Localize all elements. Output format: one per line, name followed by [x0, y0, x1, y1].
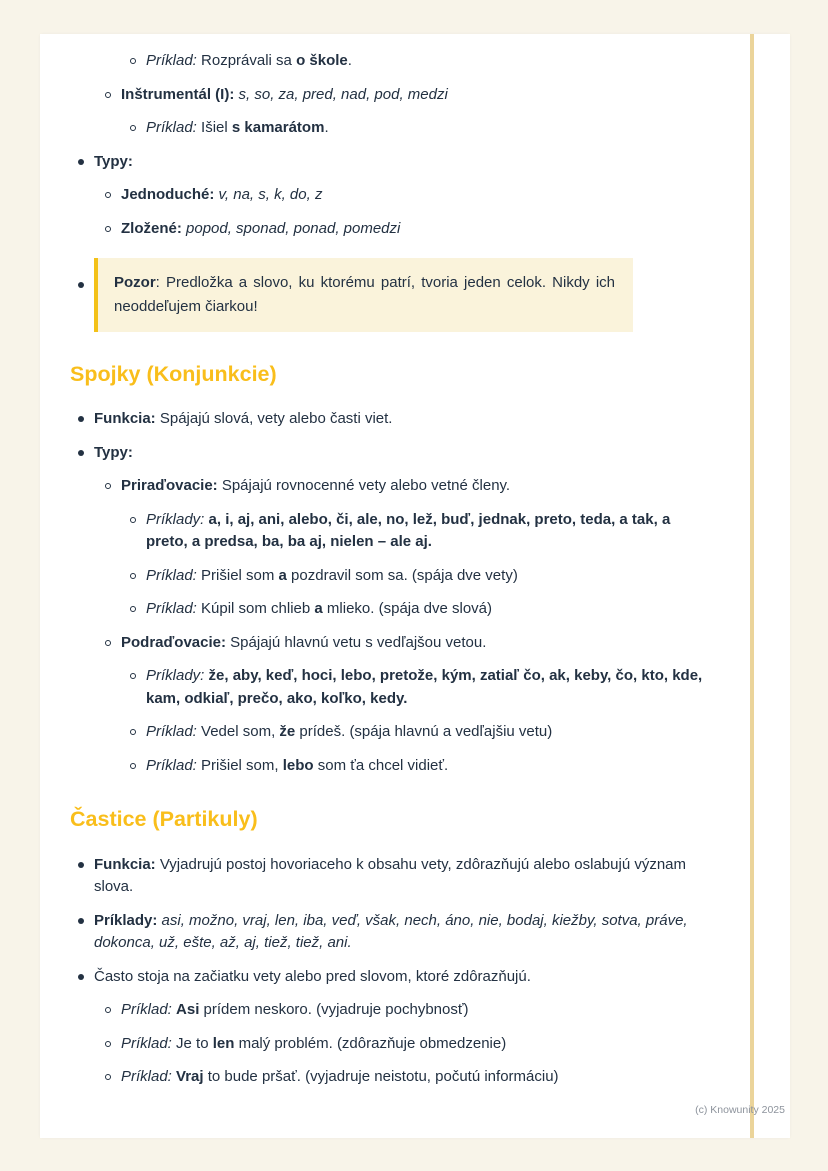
text-segment: Príklady: [94, 911, 158, 929]
list-item-text [94, 910, 716, 955]
bullet-circle-icon [130, 573, 136, 579]
list-item-text [146, 117, 716, 140]
list-item-text [121, 184, 716, 207]
text-segment: Príklad: [146, 566, 197, 584]
list-item-text [121, 632, 716, 655]
list-item-text [121, 218, 716, 241]
text-segment: Typy: [94, 152, 133, 170]
text-segment: Typy: [94, 443, 133, 461]
list-item [40, 258, 716, 332]
bullet-disc-icon [78, 862, 84, 868]
text-segment: a [314, 600, 323, 618]
bullet-circle-icon [105, 1074, 111, 1080]
list-item-text [146, 598, 716, 621]
list-item [40, 408, 716, 431]
list-item [40, 184, 716, 207]
list-item [40, 1033, 716, 1056]
text-segment: v, na, s, k, do, z [214, 186, 323, 203]
bullet-circle-icon [105, 226, 111, 232]
text-segment: Často stoja na začiatku vety alebo pred slovom, ktoré zdôrazňujú. [94, 967, 531, 985]
page-edge-line [750, 34, 754, 1138]
text-segment: Spájajú hlavnú vetu s vedľajšou vetou. [226, 633, 487, 651]
text-segment: Vyjadrujú postoj hovoriaceho k obsahu vety, zdôrazňujú alebo oslabujú význam slova. [94, 855, 687, 895]
list-item [40, 721, 716, 744]
bullet-circle-icon [105, 192, 111, 198]
bullet-disc-icon [78, 282, 84, 288]
text-segment: Príklad: [121, 1001, 172, 1018]
text-segment: Prišiel som [196, 566, 279, 584]
text-segment: a, i, aj, ani, alebo, či, ale, no, lež, buď, jednak, preto, teda, a tak, a preto, a predsa, ba, ba aj, nielen – ale aj. [146, 510, 671, 551]
bullet-circle-icon [105, 92, 111, 98]
bullet-circle-icon [105, 640, 111, 646]
text-segment: malý problém. (zdôrazňuje obmedzenie) [234, 1034, 507, 1052]
bullet-circle-icon [130, 58, 136, 64]
list-item-text [121, 475, 716, 498]
list-item [40, 442, 716, 465]
text-segment: asi, možno, vraj, len, iba, veď, však, nech, áno, nie, bodaj, kiežby, sotva, práve, dokonca, už, ešte, až, aj, tiež, tiež, ani. [94, 911, 688, 951]
bullet-circle-icon [130, 606, 136, 612]
section-heading: Spojky (Konjunkcie) [70, 362, 277, 386]
text-segment: s kamarátom [231, 119, 325, 136]
list-item [40, 84, 716, 107]
bullet-circle-icon [105, 1007, 111, 1013]
text-segment: : Predložka a slovo, ku ktorému patrí, tvoria jeden celok. Nikdy ich neoddeľujem čiarkou! [114, 274, 615, 315]
text-segment: s, so, za, pred, nad, pod, medzi [234, 85, 448, 103]
list-item-text [146, 665, 716, 710]
text-segment: Vedel som, [196, 723, 280, 741]
warning-callout-box [94, 258, 633, 332]
text-segment: Išiel [196, 119, 232, 136]
text-segment: len [212, 1034, 235, 1052]
bullet-disc-icon [78, 159, 84, 165]
text-segment: Asi [176, 1001, 200, 1018]
text-segment: Príklady: [146, 510, 205, 528]
text-segment: Inštrumentál (I): [121, 85, 235, 103]
text-segment: prídem neskoro. (vyjadruje pochybnosť) [199, 1001, 469, 1018]
text-segment: mlieko. (spája dve slová) [322, 600, 492, 618]
text-segment: Priraďovacie: [121, 477, 218, 495]
text-segment: o škole [296, 52, 348, 69]
list-item [40, 509, 716, 554]
text-segment: že, aby, keď, hoci, lebo, pretože, kým, zatiaľ čo, ak, keby, čo, kto, kde, kam, odkiaľ, prečo, ako, koľko, kedy. [146, 667, 703, 707]
text-segment: Príklad: [146, 600, 197, 618]
text-segment: Príklady: [146, 667, 205, 685]
list-item-text [94, 151, 716, 174]
list-item-text [94, 854, 716, 899]
list-item [40, 966, 716, 989]
text-segment: a [278, 566, 287, 584]
bullet-circle-icon [130, 729, 136, 735]
list-item [40, 854, 716, 899]
bullet-disc-icon [78, 918, 84, 924]
bullet-circle-icon [130, 673, 136, 679]
text-segment: Jednoduché: [121, 186, 215, 203]
section-heading: Častice (Partikuly) [70, 807, 258, 832]
text-segment: Príklad: [121, 1068, 172, 1085]
list-item-text [121, 1066, 716, 1089]
bullet-circle-icon [105, 1041, 111, 1047]
list-item [40, 117, 716, 140]
list-item-text [121, 1033, 716, 1056]
text-segment: Je to [171, 1034, 213, 1052]
list-item [40, 50, 716, 73]
text-segment: prídeš. (spája hlavnú a vedľajšiu vetu) [295, 723, 553, 741]
list-item [40, 151, 716, 174]
list-item [40, 755, 716, 778]
text-segment: Príklad: [146, 723, 197, 741]
bullet-circle-icon [130, 763, 136, 769]
list-item-text [146, 50, 716, 73]
text-segment: Príklad: [146, 756, 197, 774]
list-item [40, 999, 716, 1022]
text-segment: lebo [282, 756, 314, 774]
text-segment: Spájajú slová, vety alebo časti viet. [155, 410, 393, 428]
text-segment: Zložené: [121, 219, 182, 237]
bullet-circle-icon [130, 125, 136, 131]
text-segment: Podraďovacie: [121, 633, 226, 651]
list-item-text [146, 565, 716, 588]
list-item [40, 665, 716, 710]
document-sheet [40, 34, 790, 1138]
list-item [40, 632, 716, 655]
list-item [40, 1066, 716, 1089]
text-segment: to bude pršať. (vyjadruje neistotu, počutú informáciu) [203, 1068, 559, 1085]
text-segment: pozdravil som sa. (spája dve vety) [286, 566, 518, 584]
text-segment: Prišiel som, [196, 756, 283, 774]
list-item-text [146, 721, 716, 744]
list-item-text [94, 442, 716, 465]
list-item-text [146, 509, 716, 554]
list-item [40, 910, 716, 955]
text-segment: Kúpil som chlieb [196, 600, 315, 618]
list-item [40, 475, 716, 498]
text-segment: Rozprávali sa [196, 52, 297, 69]
list-item-text [146, 755, 716, 778]
bullet-circle-icon [105, 483, 111, 489]
list-item-text [121, 84, 716, 107]
list-item-text [94, 408, 716, 431]
text-segment: Funkcia: [94, 410, 156, 428]
text-segment: Príklad: [121, 1034, 172, 1052]
bullet-circle-icon [130, 517, 136, 523]
list-item-text [94, 258, 716, 332]
document-content [40, 34, 790, 1089]
text-segment: Príklad: [146, 52, 197, 69]
text-segment: Funkcia: [94, 855, 156, 873]
list-item [40, 218, 716, 241]
list-item-text [121, 999, 716, 1022]
text-segment: Príklad: [146, 119, 197, 136]
text-segment: Spájajú rovnocenné vety alebo vetné členy. [217, 477, 511, 495]
text-segment: popod, sponad, ponad, pomedzi [181, 219, 401, 237]
bullet-disc-icon [78, 974, 84, 980]
text-segment: . [347, 52, 352, 69]
copyright-footer: (c) Knowunity 2025 [695, 1104, 785, 1116]
text-segment: som ťa chcel vidieť. [313, 756, 449, 774]
list-item [40, 565, 716, 588]
bullet-disc-icon [78, 450, 84, 456]
text-segment: Vraj [176, 1068, 204, 1085]
text-segment: Pozor [114, 274, 156, 291]
bullet-disc-icon [78, 416, 84, 422]
list-item [40, 598, 716, 621]
text-segment: že [279, 723, 296, 741]
text-segment: . [324, 119, 329, 136]
list-item-text [94, 966, 716, 989]
